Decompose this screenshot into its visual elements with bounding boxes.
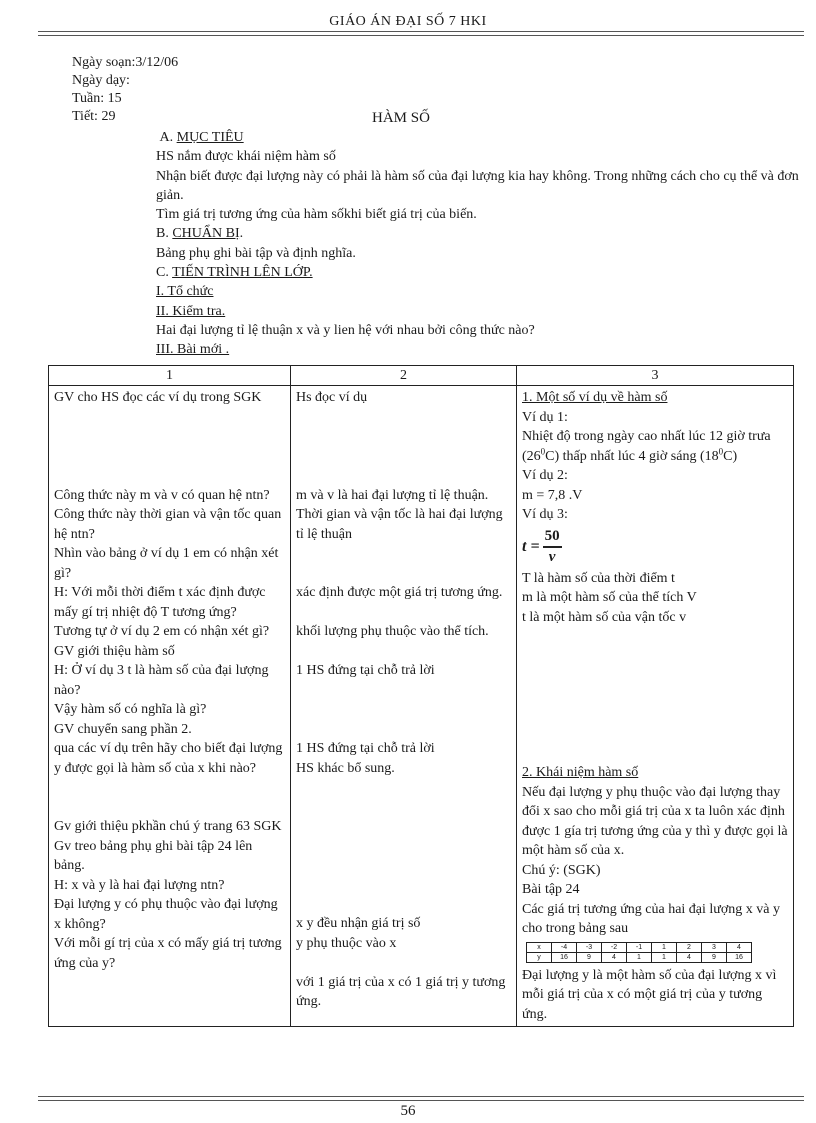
- teacher-line: Với mỗi gí trị của x có mấy giá trị tương ứng của y?: [54, 936, 282, 971]
- value-cell: 1: [627, 952, 652, 962]
- lesson-title: HÀM SỐ: [372, 110, 430, 126]
- teacher-line: Công thức này m và v có quan hệ ntn?: [54, 487, 270, 503]
- date-prepared: Ngày soạn:3/12/06: [72, 55, 179, 70]
- value-cell: -1: [627, 942, 652, 952]
- exercise-conclusion: Đại lượng y là một hàm số của đại lượng x vì mỗi giá trị của x có một giá trị của y tương ứng.: [522, 967, 777, 1022]
- date-taught: Ngày dạy:: [72, 73, 130, 88]
- section-title: 1. Một số ví dụ về hàm số: [522, 390, 668, 405]
- student-line: xác định được một giá trị tương ứng.: [296, 585, 503, 600]
- conclusion-line: T là hàm số của thời điểm t: [522, 570, 675, 586]
- student-line: HS khác bổ sung.: [296, 760, 395, 776]
- definition: Nếu đại lượng y phụ thuộc vào đại lượng thay đổi x sao cho mỗi giá trị của x ta luôn xác định được 1 gía trị tương ứng của y thì y được gọi là một hàm số của x.: [522, 784, 788, 858]
- teacher-line: Đại lượng y có phụ thuộc vào đại lượng x không?: [54, 897, 278, 932]
- teacher-line: Công thức này thời gian và vận tốc quan hệ ntn?: [54, 507, 282, 542]
- student-line: khối lượng phụ thuộc vào thể tích.: [296, 624, 489, 639]
- value-cell: 4: [727, 942, 752, 952]
- teacher-line: GV cho HS đọc các ví dụ trong SGK: [54, 390, 262, 405]
- student-line: y phụ thuộc vào x: [296, 935, 397, 951]
- value-cell: -4: [552, 942, 577, 952]
- value-row-y: [527, 952, 752, 962]
- objective-line: Nhận biết được đại lượng này có phải là hàm số của đại lượng kia hay không. Trong những cách cho cụ thể và đơn giản.: [156, 168, 799, 203]
- teacher-line: Gv treo bảng phụ ghi bài tập 24 lên bảng.: [54, 838, 253, 873]
- objective-line: Tìm giá trị tương ứng của hàm sốkhi biết giá trị của biến.: [156, 207, 477, 223]
- example-formula: m = 7,8 .V: [522, 487, 583, 503]
- table-header-row: [49, 366, 794, 386]
- student-line: x y đều nhận giá trị số: [296, 916, 421, 931]
- value-row-x: [527, 942, 752, 952]
- check-heading: II. Kiểm tra.: [156, 303, 226, 319]
- column-header: 2: [291, 366, 517, 386]
- table-row: [49, 386, 794, 1027]
- teacher-line: qua các ví dụ trên hãy cho biết đại lượng y được gọi là hàm số của x khi nào?: [54, 741, 283, 776]
- header-rule: [38, 31, 804, 36]
- value-cell: 3: [702, 942, 727, 952]
- teacher-line: GV chuyển sang phần 2.: [54, 721, 192, 737]
- document-header-title: GIÁO ÁN ĐẠI SỐ 7 HKI: [329, 14, 487, 29]
- period: Tiết: 29: [72, 109, 116, 124]
- value-cell: 1: [652, 952, 677, 962]
- note: Chú ý: (SGK): [522, 862, 601, 878]
- footer-rule: [38, 1096, 804, 1101]
- objectives-heading: A. MỤC TIÊU: [159, 130, 244, 145]
- teacher-line: Tương tự ở ví dụ 2 em có nhận xét gì?: [54, 624, 270, 639]
- lesson-table: [48, 365, 794, 1027]
- exercise-label: Bài tập 24: [522, 882, 580, 897]
- value-cell: -2: [602, 942, 627, 952]
- organize-heading: I. Tổ chức: [156, 284, 214, 300]
- student-activity-column: [291, 386, 517, 1027]
- conclusion-line: m là một hàm số của thể tích V: [522, 590, 697, 605]
- check-question: Hai đại lượng tỉ lệ thuận x và y lien hệ với nhau bởi công thức nào?: [156, 322, 535, 338]
- preparation-line: Bảng phụ ghi bài tập và định nghĩa.: [156, 245, 356, 261]
- conclusion-line: t là một hàm số của vận tốc v: [522, 609, 687, 625]
- teacher-line: Gv giới thiệu pkhần chú ý trang 63 SGK: [54, 819, 282, 834]
- value-cell: 16: [727, 952, 752, 962]
- example-label: Ví dụ 2:: [522, 468, 568, 483]
- value-cell: 9: [577, 952, 602, 962]
- formula-denominator: v: [548, 548, 556, 565]
- teacher-line: H: x và y là hai đại lượng ntn?: [54, 877, 225, 893]
- teacher-line: GV giới thiệu hàm số: [54, 643, 175, 659]
- value-cell: 9: [702, 952, 727, 962]
- formula-numerator: 50: [543, 527, 562, 548]
- value-cell: 1: [652, 942, 677, 952]
- teacher-line: H: Ở ví dụ 3 t là hàm số của đại lượng nào?: [54, 663, 269, 698]
- student-line: m và v là hai đại lượng tỉ lệ thuận.: [296, 487, 489, 503]
- objective-line: HS nắm được khái niệm hàm số: [156, 149, 336, 165]
- student-line: 1 HS đứng tại chỗ trả lời: [296, 663, 435, 678]
- value-cell: -3: [577, 942, 602, 952]
- lesson-meta: [72, 54, 178, 126]
- value-row-label: x: [527, 942, 552, 952]
- value-cell: 4: [602, 952, 627, 962]
- student-line: 1 HS đứng tại chỗ trả lời: [296, 741, 435, 756]
- exercise-description: Các giá trị tương ứng của hai đại lượng x và y cho trong bảng sau: [522, 901, 781, 936]
- week: Tuần: 15: [72, 91, 122, 106]
- teacher-line: Vậy hàm số có nghĩa là gì?: [54, 702, 207, 717]
- student-line: Thời gian và vận tốc là hai đại lượng tỉ lệ thuận: [296, 507, 503, 542]
- value-row-label: y: [527, 952, 552, 962]
- content-column: [517, 386, 794, 1027]
- lesson-intro: [156, 128, 806, 360]
- preparation-heading: B. CHUẨN BỊ.: [156, 226, 244, 242]
- teacher-activity-column: [49, 386, 291, 1027]
- page-number: 56: [400, 1103, 416, 1119]
- section-title: 2. Khái niệm hàm số: [522, 765, 639, 780]
- column-header: 3: [517, 366, 794, 386]
- example-label: Ví dụ 3:: [522, 507, 568, 522]
- value-cell: 16: [552, 952, 577, 962]
- formula-lhs: t =: [522, 537, 540, 555]
- new-lesson-heading: III. Bài mới .: [156, 342, 230, 358]
- teacher-line: H: Với mỗi thời điểm t xác định được mấy gí trị nhiệt độ T tương ứng?: [54, 585, 266, 620]
- teacher-line: Nhìn vào bảng ở ví dụ 1 em có nhận xét gì?: [54, 546, 279, 581]
- value-cell: 4: [677, 952, 702, 962]
- example-text: Nhiệt độ trong ngày cao nhất lúc 12 giờ trưa $(26^0C)$ thấp nhất lúc 4 giờ sáng $(18^0C)$: [522, 429, 771, 464]
- value-table: [526, 942, 752, 963]
- value-cell: 2: [677, 942, 702, 952]
- process-heading: C. TIẾN TRÌNH LÊN LỚP.: [156, 265, 313, 281]
- student-line: Hs đọc ví dụ: [296, 390, 368, 405]
- example-label: Ví dụ 1:: [522, 409, 568, 425]
- student-line: với 1 giá trị của x có 1 giá trị y tương ứng.: [296, 974, 506, 1009]
- fraction-formula: [522, 527, 562, 567]
- column-header: 1: [49, 366, 291, 386]
